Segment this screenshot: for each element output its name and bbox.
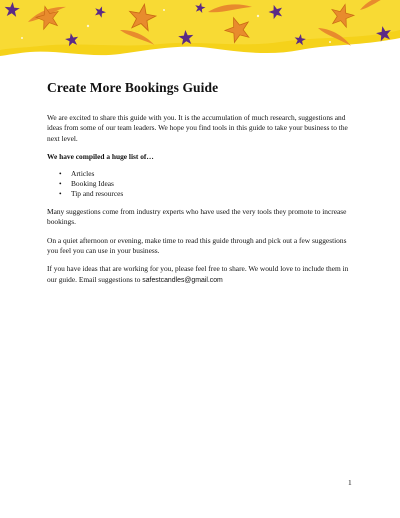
resource-list [47, 169, 352, 200]
list-item [59, 189, 352, 199]
document-title: Create More Bookings Guide [47, 80, 219, 95]
share-paragraph [47, 264, 352, 286]
quiet-time-paragraph: On a quiet afternoon or evening, make time to read this guide through and pick out a few suggestions you feel you can use in your business. [47, 235, 347, 256]
list-heading: We have compiled a huge list of… [47, 152, 154, 162]
decorative-star-banner [0, 0, 400, 60]
share-paragraph-text: If you have ideas that are working for you, please feel free to share. We would love to include them in our guide. Email suggestions to [47, 264, 349, 284]
suggestions-paragraph: Many suggestions come from industry experts who have used the very tools they promote to increase bookings. [47, 206, 347, 227]
list-item [59, 179, 352, 189]
document-body [47, 80, 352, 294]
intro-paragraph: We are excited to share this guide with you. It is the accumulation of much research, suggestions and ideas from some of our team leaders. We hope you find tools in this guide to take your business to the next level. [47, 113, 348, 143]
list-item-label: Tip and resources [71, 189, 124, 199]
email-address: safestcandles@gmail.com [142, 276, 223, 284]
bullet-icon: • [59, 189, 62, 199]
page-number: 1 [348, 478, 352, 487]
list-item-label: Articles [71, 168, 95, 178]
list-item-label: Booking Ideas [71, 179, 114, 189]
bullet-icon: • [59, 168, 62, 178]
list-item [59, 169, 352, 179]
bullet-icon: • [59, 179, 62, 189]
